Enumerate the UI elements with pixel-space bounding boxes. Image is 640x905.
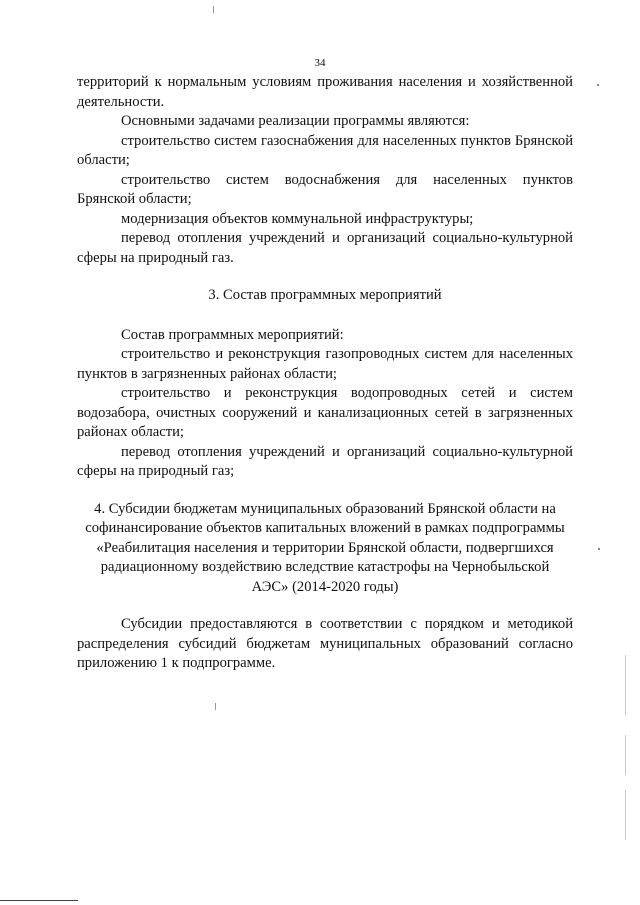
scan-artifact-bottom-line [0,900,78,901]
page-number: 34 [314,57,326,69]
scan-artifact-mid [215,703,216,710]
document-body [77,73,573,674]
scan-artifact-dot [597,84,599,86]
section-4-body: Субсидии предоставляются в соответствии с порядком и методикой распределения субсидий бюджетам муниципальных образований согласно приложению 1 к подпрограмме. [77,616,573,671]
section-3-intro: Состав программных мероприятий: [121,326,344,343]
scan-artifact-top [213,6,214,13]
section-3-item-water: строительство и реконструкция водопроводных сетей и систем водозабора, очистных сооружений и канализационных сетей в загрязненных районах области; [77,385,573,440]
section-4-heading-line: 4. Субсидии бюджетам муниципальных образований Брянской области на [94,500,556,517]
section-4-heading-line: АЭС» (2014-2020 годы) [251,578,399,595]
section-4-heading-line: «Реабилитация населения и территории Брянской области, подвергшихся [96,539,554,556]
section-4-heading [77,500,573,598]
list-item-modernization: модернизация объектов коммунальной инфраструктуры; [121,210,474,227]
list-item-water-supply: строительство систем водоснабжения для населенных пунктов Брянской области; [77,171,573,207]
paragraph-continuation: территорий к нормальным условиям проживания населения и хозяйственной деятельности. [77,74,573,110]
section-3-heading: 3. Состав программных мероприятий [208,287,442,303]
section-4-heading-line: радиационному воздействию вследствие катастрофы на Чернобыльской [100,559,550,575]
section-3-item-heating: перевод отопления учреждений и организаций социально-культурной сферы на природный газ; [77,443,573,479]
list-item-heating: перевод отопления учреждений и организаций социально-культурной сферы на природный газ. [77,230,573,266]
section-4-heading-line: софинансирование объектов капитальных вложений в рамках подпрограммы [85,520,565,536]
list-item-gas-supply: строительство систем газоснабжения для населенных пунктов Брянской области; [77,132,573,168]
section-3-item-gas: строительство и реконструкция газопроводных систем для населенных пунктов в загрязненных районах области; [77,346,573,382]
scan-artifact-edge [625,655,626,715]
scan-artifact-dot [598,548,600,550]
scan-artifact-edge [625,790,626,840]
paragraph-tasks-intro: Основными задачами реализации программы являются: [121,113,470,129]
scan-artifact-edge [625,735,626,775]
